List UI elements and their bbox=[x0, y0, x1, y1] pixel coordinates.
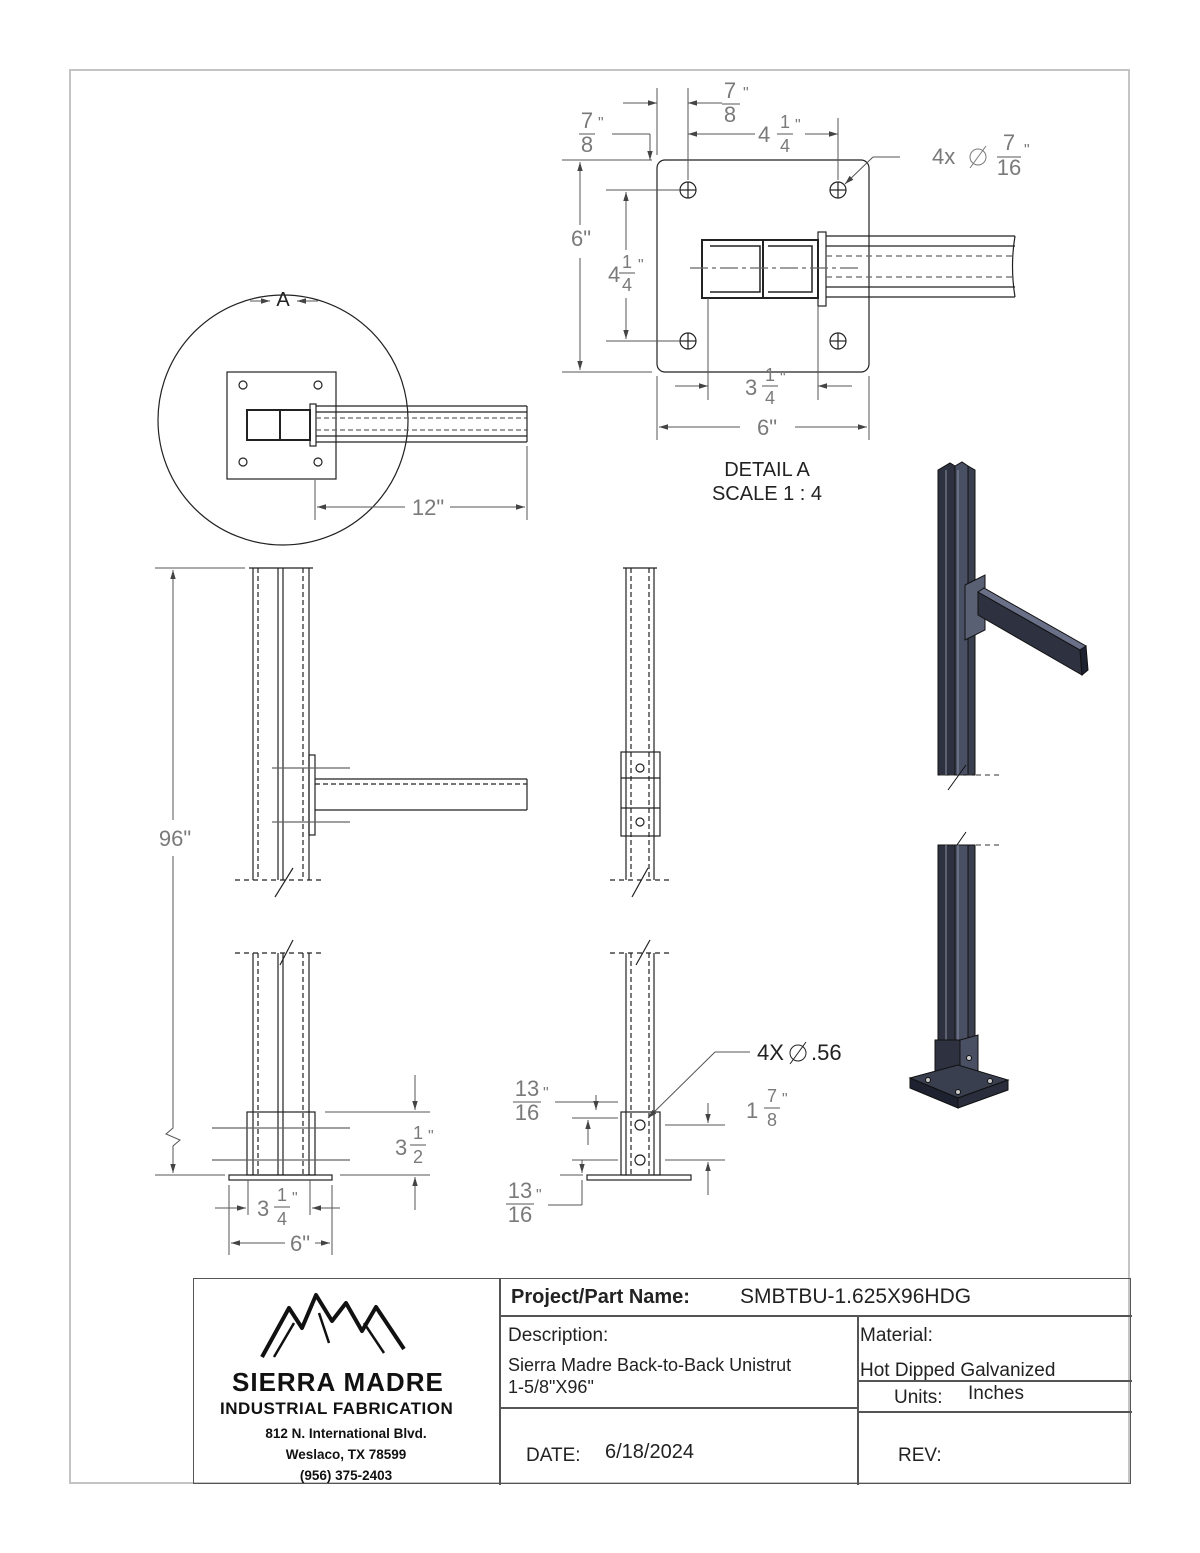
dim-6-horizontal: 6" bbox=[756, 415, 778, 440]
description-line-1: Sierra Madre Back-to-Back Unistrut bbox=[508, 1355, 792, 1375]
dim-12: 12" bbox=[411, 495, 445, 520]
part-name-value: SMBTBU-1.625X96HDG bbox=[740, 1285, 972, 1308]
company-address-1: 812 N. International Blvd. bbox=[265, 1426, 427, 1441]
dim-3-1-2-den: 2 bbox=[412, 1147, 424, 1167]
detail-a-dim-text bbox=[571, 78, 1030, 440]
side-view-upper bbox=[610, 568, 670, 897]
svg-text:": " bbox=[292, 1190, 298, 1207]
rev-label: REV: bbox=[898, 1445, 942, 1466]
holes-dia: .56 bbox=[811, 1040, 842, 1065]
bolt-hole bbox=[680, 333, 696, 349]
description-label: Description: bbox=[508, 1325, 609, 1346]
description-line-2: 1-5/8"X96" bbox=[508, 1377, 594, 1397]
dim-4-1-4-v-num: 1 bbox=[621, 252, 633, 272]
svg-text:": " bbox=[795, 117, 801, 134]
svg-text:": " bbox=[780, 370, 786, 387]
mountain-logo bbox=[254, 1283, 424, 1363]
dim-3-1-2-whole: 3 bbox=[395, 1135, 408, 1160]
holes-note: 4X bbox=[757, 1040, 784, 1065]
offset-top-num: 13 bbox=[514, 1076, 540, 1101]
dim-4-1-4-v-den: 4 bbox=[621, 275, 633, 295]
company-division: INDUSTRIAL FABRICATION bbox=[220, 1399, 454, 1418]
units-label: Units: bbox=[894, 1387, 943, 1408]
front-view-upper bbox=[235, 568, 527, 897]
date-label: DATE: bbox=[526, 1445, 581, 1466]
svg-text:": " bbox=[536, 1187, 542, 1204]
offset-top-den: 16 bbox=[514, 1100, 540, 1125]
offset-bottom-num: 13 bbox=[507, 1178, 533, 1203]
offset-bottom-den: 16 bbox=[507, 1202, 533, 1227]
dim-width-whole: 3 bbox=[257, 1196, 270, 1221]
spacing-num: 7 bbox=[766, 1086, 778, 1106]
isometric-view bbox=[910, 462, 1088, 1108]
dim-width-den: 4 bbox=[276, 1209, 288, 1229]
dim-3-1-4-num: 1 bbox=[764, 365, 776, 385]
dim-3-1-4-den: 4 bbox=[764, 388, 776, 408]
bolt-hole bbox=[830, 333, 846, 349]
dim-7-8-num: 7 bbox=[723, 78, 737, 103]
dim-3-1-2-num: 1 bbox=[412, 1123, 424, 1143]
dim-4-1-4-whole: 4 bbox=[758, 122, 771, 147]
detail-a-view bbox=[657, 160, 1015, 372]
side-view-dim-text bbox=[506, 1040, 842, 1227]
detail-title: DETAIL A bbox=[724, 459, 810, 481]
dim-7-8-num-left: 7 bbox=[580, 108, 594, 133]
svg-text:": " bbox=[743, 85, 749, 102]
front-view-lower bbox=[212, 940, 350, 1180]
front-view-dim-text bbox=[159, 826, 434, 1256]
company-address-2: Weslaco, TX 78599 bbox=[285, 1447, 407, 1462]
material-label: Material: bbox=[860, 1325, 933, 1346]
part-name-label: Project/Part Name: bbox=[511, 1286, 690, 1308]
holes-prefix: 4x bbox=[932, 144, 956, 169]
svg-text:": " bbox=[1024, 142, 1030, 159]
svg-text:": " bbox=[543, 1085, 549, 1102]
svg-text:": " bbox=[782, 1091, 788, 1108]
svg-text:": " bbox=[638, 257, 644, 274]
company-phone: (956) 375-2403 bbox=[299, 1468, 393, 1483]
detail-scale: SCALE 1 : 4 bbox=[711, 483, 823, 505]
holes-num: 7 bbox=[1002, 130, 1016, 155]
bolt-hole bbox=[830, 182, 846, 198]
dim-width-total: 6" bbox=[289, 1231, 311, 1256]
svg-text:": " bbox=[598, 115, 604, 132]
holes-den: 16 bbox=[996, 155, 1022, 180]
title-block bbox=[193, 1278, 1131, 1484]
front-view-dimensions bbox=[155, 568, 430, 1255]
dim-96: 96" bbox=[158, 826, 192, 851]
side-view-lower bbox=[587, 940, 691, 1180]
dim-3-1-4-whole: 3 bbox=[745, 375, 758, 400]
section-label-a: A bbox=[276, 289, 290, 311]
dim-4-1-4-v-whole: 4 bbox=[608, 262, 621, 287]
dim-4-1-4-den: 4 bbox=[779, 136, 791, 156]
svg-text:": " bbox=[428, 1128, 434, 1145]
dim-4-1-4-num: 1 bbox=[779, 112, 791, 132]
units-value: Inches bbox=[968, 1383, 1024, 1404]
dim-width-num: 1 bbox=[276, 1185, 288, 1205]
dim-7-8-den-left: 8 bbox=[580, 132, 594, 157]
company-name: SIERRA MADRE bbox=[232, 1367, 444, 1397]
dim-7-8-den: 8 bbox=[723, 102, 737, 127]
detail-a-caption bbox=[712, 459, 822, 505]
date-value: 6/18/2024 bbox=[605, 1441, 694, 1463]
dim-6-vertical: 6" bbox=[570, 226, 592, 251]
bolt-hole bbox=[680, 182, 696, 198]
spacing-den: 8 bbox=[766, 1110, 778, 1130]
material-value: Hot Dipped Galvanized bbox=[860, 1360, 1056, 1381]
spacing-whole: 1 bbox=[746, 1098, 759, 1123]
